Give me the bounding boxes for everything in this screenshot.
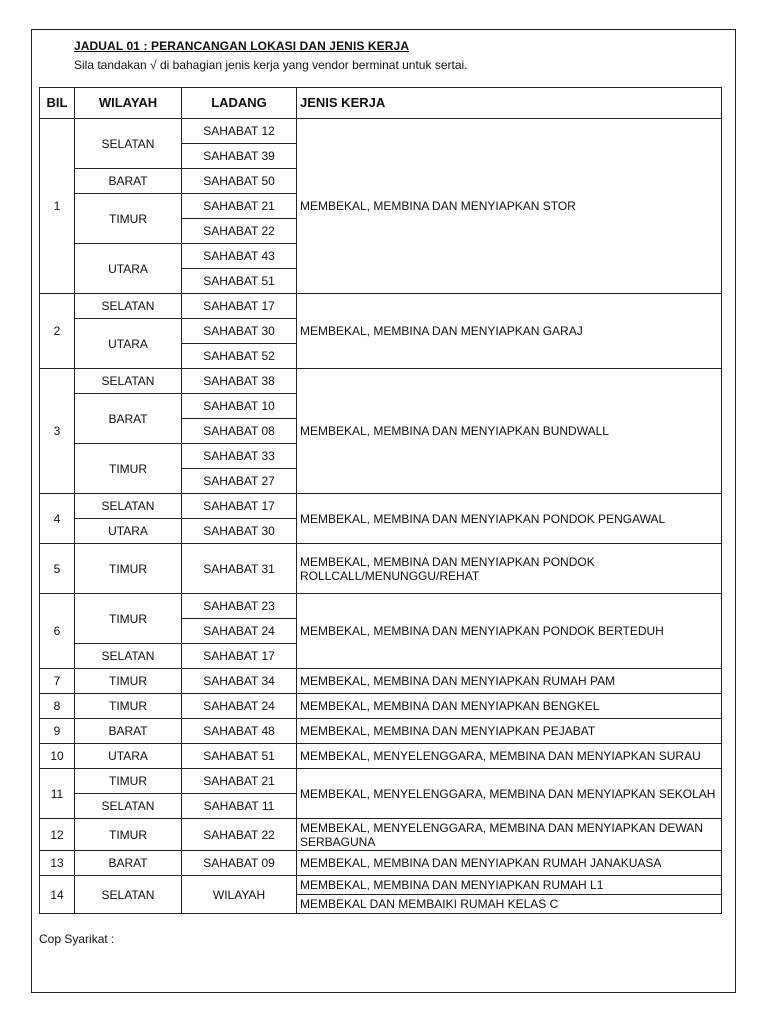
jenis-kerja-cell: MEMBEKAL DAN MEMBAIKI RUMAH KELAS C <box>297 895 722 914</box>
jenis-kerja-cell: MEMBEKAL, MENYELENGGARA, MEMBINA DAN MENYIAPKAN DEWAN SERBAGUNA <box>297 819 722 851</box>
ladang-cell: SAHABAT 17 <box>182 494 297 519</box>
jenis-kerja-cell: MEMBEKAL, MEMBINA DAN MENYIAPKAN PEJABAT <box>297 719 722 744</box>
jenis-kerja-cell: MEMBEKAL, MEMBINA DAN MENYIAPKAN PONDOK BERTEDUH <box>297 594 722 669</box>
ladang-cell: SAHABAT 09 <box>182 851 297 876</box>
wilayah-cell: UTARA <box>75 244 182 294</box>
jenis-kerja-cell: MEMBEKAL, MEMBINA DAN MENYIAPKAN GARAJ <box>297 294 722 369</box>
ladang-cell: SAHABAT 23 <box>182 594 297 619</box>
wilayah-cell: TIMUR <box>75 444 182 494</box>
ladang-cell: SAHABAT 17 <box>182 294 297 319</box>
ladang-cell: SAHABAT 51 <box>182 744 297 769</box>
wilayah-cell: SELATAN <box>75 369 182 394</box>
bil-cell: 10 <box>40 744 75 769</box>
ladang-cell: SAHABAT 30 <box>182 319 297 344</box>
wilayah-cell: SELATAN <box>75 119 182 169</box>
wilayah-cell: BARAT <box>75 851 182 876</box>
ladang-cell: SAHABAT 30 <box>182 519 297 544</box>
table-row <box>40 876 722 895</box>
table-row <box>40 494 722 519</box>
table-row <box>40 744 722 769</box>
table-header-row <box>40 88 722 119</box>
table-row <box>40 369 722 394</box>
bil-cell: 9 <box>40 719 75 744</box>
wilayah-cell: SELATAN <box>75 876 182 914</box>
wilayah-cell: UTARA <box>75 744 182 769</box>
table-row <box>40 694 722 719</box>
ladang-cell: SAHABAT 11 <box>182 794 297 819</box>
jenis-kerja-cell: MEMBEKAL, MENYELENGGARA, MEMBINA DAN MENYIAPKAN SURAU <box>297 744 722 769</box>
bil-cell: 13 <box>40 851 75 876</box>
ladang-cell: SAHABAT 21 <box>182 194 297 219</box>
bil-cell: 12 <box>40 819 75 851</box>
wilayah-cell: TIMUR <box>75 819 182 851</box>
company-stamp-label: Cop Syarikat : <box>39 932 115 946</box>
wilayah-cell: SELATAN <box>75 294 182 319</box>
ladang-cell: SAHABAT 22 <box>182 819 297 851</box>
wilayah-cell: UTARA <box>75 319 182 369</box>
ladang-cell: SAHABAT 22 <box>182 219 297 244</box>
table-row <box>40 769 722 794</box>
table-row <box>40 669 722 694</box>
header-bil: BIL <box>40 88 75 119</box>
jenis-kerja-cell: MEMBEKAL, MEMBINA DAN MENYIAPKAN BENGKEL <box>297 694 722 719</box>
ladang-cell: SAHABAT 43 <box>182 244 297 269</box>
header-jenis-kerja: JENIS KERJA <box>297 88 722 119</box>
wilayah-cell: TIMUR <box>75 694 182 719</box>
table-row <box>40 294 722 319</box>
ladang-cell: SAHABAT 24 <box>182 619 297 644</box>
wilayah-cell: BARAT <box>75 394 182 444</box>
wilayah-cell: TIMUR <box>75 669 182 694</box>
header-ladang: LADANG <box>182 88 297 119</box>
jenis-kerja-cell: MEMBEKAL, MEMBINA DAN MENYIAPKAN STOR <box>297 119 722 294</box>
ladang-cell: SAHABAT 27 <box>182 469 297 494</box>
ladang-cell: SAHABAT 51 <box>182 269 297 294</box>
wilayah-cell: SELATAN <box>75 794 182 819</box>
ladang-cell: SAHABAT 31 <box>182 544 297 594</box>
table-row <box>40 119 722 144</box>
jenis-kerja-cell: MEMBEKAL, MEMBINA DAN MENYIAPKAN RUMAH JANAKUASA <box>297 851 722 876</box>
ladang-cell: SAHABAT 12 <box>182 119 297 144</box>
header-wilayah: WILAYAH <box>75 88 182 119</box>
bil-cell: 4 <box>40 494 75 544</box>
bil-cell: 1 <box>40 119 75 294</box>
ladang-cell: SAHABAT 10 <box>182 394 297 419</box>
ladang-cell: SAHABAT 33 <box>182 444 297 469</box>
bil-cell: 5 <box>40 544 75 594</box>
table-body <box>40 119 722 914</box>
ladang-cell: SAHABAT 52 <box>182 344 297 369</box>
bil-cell: 14 <box>40 876 75 914</box>
wilayah-cell: TIMUR <box>75 194 182 244</box>
wilayah-cell: UTARA <box>75 519 182 544</box>
ladang-cell: SAHABAT 50 <box>182 169 297 194</box>
table-row <box>40 851 722 876</box>
table-row <box>40 544 722 594</box>
ladang-cell: SAHABAT 34 <box>182 669 297 694</box>
jenis-kerja-cell: MEMBEKAL, MEMBINA DAN MENYIAPKAN BUNDWALL <box>297 369 722 494</box>
ladang-cell: SAHABAT 38 <box>182 369 297 394</box>
jenis-kerja-cell: MEMBEKAL, MEMBINA DAN MENYIAPKAN PONDOK ROLLCALL/MENUNGGU/REHAT <box>297 544 722 594</box>
wilayah-cell: BARAT <box>75 719 182 744</box>
wilayah-cell: TIMUR <box>75 769 182 794</box>
table-row <box>40 719 722 744</box>
ladang-cell: WILAYAH <box>182 876 297 914</box>
bil-cell: 7 <box>40 669 75 694</box>
table-row <box>40 594 722 619</box>
work-location-table <box>39 87 722 914</box>
table-title: JADUAL 01 : PERANCANGAN LOKASI DAN JENIS KERJA <box>74 39 410 53</box>
bil-cell: 11 <box>40 769 75 819</box>
ladang-cell: SAHABAT 08 <box>182 419 297 444</box>
wilayah-cell: TIMUR <box>75 594 182 644</box>
jenis-kerja-cell: MEMBEKAL, MEMBINA DAN MENYIAPKAN PONDOK PENGAWAL <box>297 494 722 544</box>
wilayah-cell: BARAT <box>75 169 182 194</box>
jenis-kerja-cell: MEMBEKAL, MEMBINA DAN MENYIAPKAN RUMAH L1 <box>297 876 722 895</box>
wilayah-cell: SELATAN <box>75 644 182 669</box>
ladang-cell: SAHABAT 39 <box>182 144 297 169</box>
bil-cell: 6 <box>40 594 75 669</box>
instruction-text: Sila tandakan √ di bahagian jenis kerja yang vendor berminat untuk sertai. <box>74 58 468 72</box>
bil-cell: 2 <box>40 294 75 369</box>
ladang-cell: SAHABAT 48 <box>182 719 297 744</box>
table-row <box>40 819 722 851</box>
wilayah-cell: TIMUR <box>75 544 182 594</box>
wilayah-cell: SELATAN <box>75 494 182 519</box>
ladang-cell: SAHABAT 17 <box>182 644 297 669</box>
jenis-kerja-cell: MEMBEKAL, MEMBINA DAN MENYIAPKAN RUMAH PAM <box>297 669 722 694</box>
jenis-kerja-cell: MEMBEKAL, MENYELENGGARA, MEMBINA DAN MENYIAPKAN SEKOLAH <box>297 769 722 819</box>
ladang-cell: SAHABAT 24 <box>182 694 297 719</box>
bil-cell: 3 <box>40 369 75 494</box>
ladang-cell: SAHABAT 21 <box>182 769 297 794</box>
bil-cell: 8 <box>40 694 75 719</box>
